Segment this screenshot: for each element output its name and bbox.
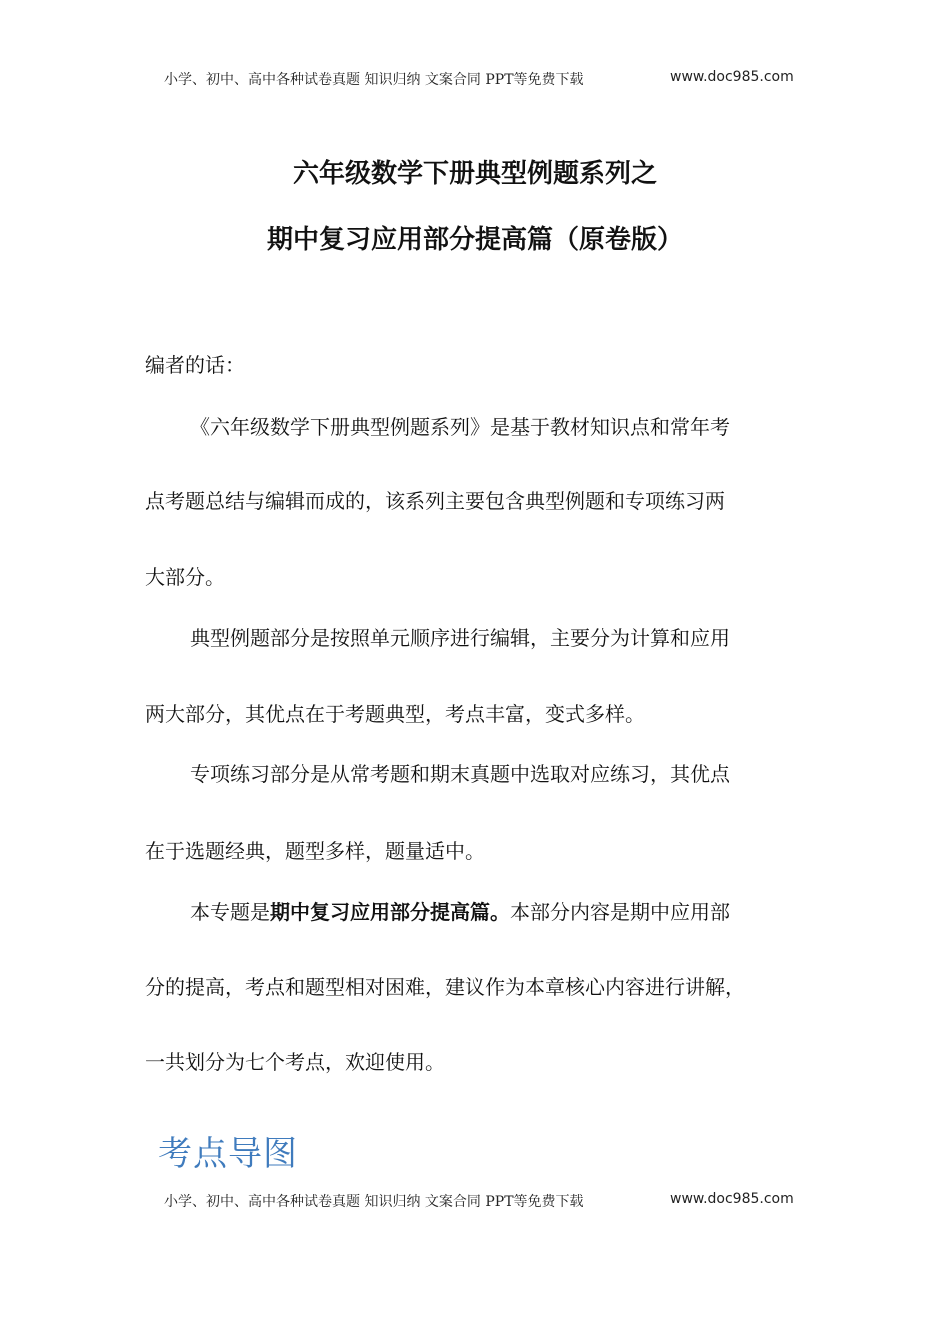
header-text: 小学、初中、高中各种试卷真题 知识归纳 文案合同 PPT等免费下载: [164, 72, 584, 88]
paragraph-1-line-1: 《六年级数学下册典型例题系列》是基于教材知识点和常年考: [190, 415, 730, 439]
footer-text: 小学、初中、高中各种试卷真题 知识归纳 文案合同 PPT等免费下载: [164, 1194, 584, 1210]
footer-url: www.doc985.com: [670, 1191, 794, 1207]
paragraph-4-prefix: 本专题是: [190, 900, 270, 924]
paragraph-4-line-2: 分的提高，考点和题型相对困难，建议作为本章核心内容进行讲解，: [145, 975, 745, 999]
paragraph-3-line-2: 在于选题经典，题型多样，题量适中。: [145, 839, 485, 863]
document-title-line-2: 期中复习应用部分提高篇（原卷版）: [266, 225, 683, 255]
header-url: www.doc985.com: [670, 69, 794, 85]
paragraph-2-line-2: 两大部分，其优点在于考题典型，考点丰富，变式多样。: [145, 702, 645, 726]
paragraph-4-line-3: 一共划分为七个考点，欢迎使用。: [145, 1050, 445, 1074]
paragraph-3-line-1: 专项练习部分是从常考题和期末真题中选取对应练习，其优点: [190, 762, 730, 786]
section-heading-mind-map: 考点导图: [158, 1134, 298, 1174]
paragraph-1-line-2: 点考题总结与编辑而成的，该系列主要包含典型例题和专项练习两: [145, 489, 725, 513]
paragraph-2-line-1: 典型例题部分是按照单元顺序进行编辑，主要分为计算和应用: [190, 626, 730, 650]
paragraph-4-bold-topic: 期中复习应用部分提高篇。: [270, 900, 510, 924]
paragraph-1-line-3: 大部分。: [145, 565, 225, 589]
paragraph-4-line-1: [190, 898, 805, 926]
paragraph-4-suffix: 本部分内容是期中应用部: [510, 900, 730, 924]
document-title-line-1: 六年级数学下册典型例题系列之: [292, 159, 657, 189]
editor-note-label: 编者的话：: [145, 353, 245, 377]
